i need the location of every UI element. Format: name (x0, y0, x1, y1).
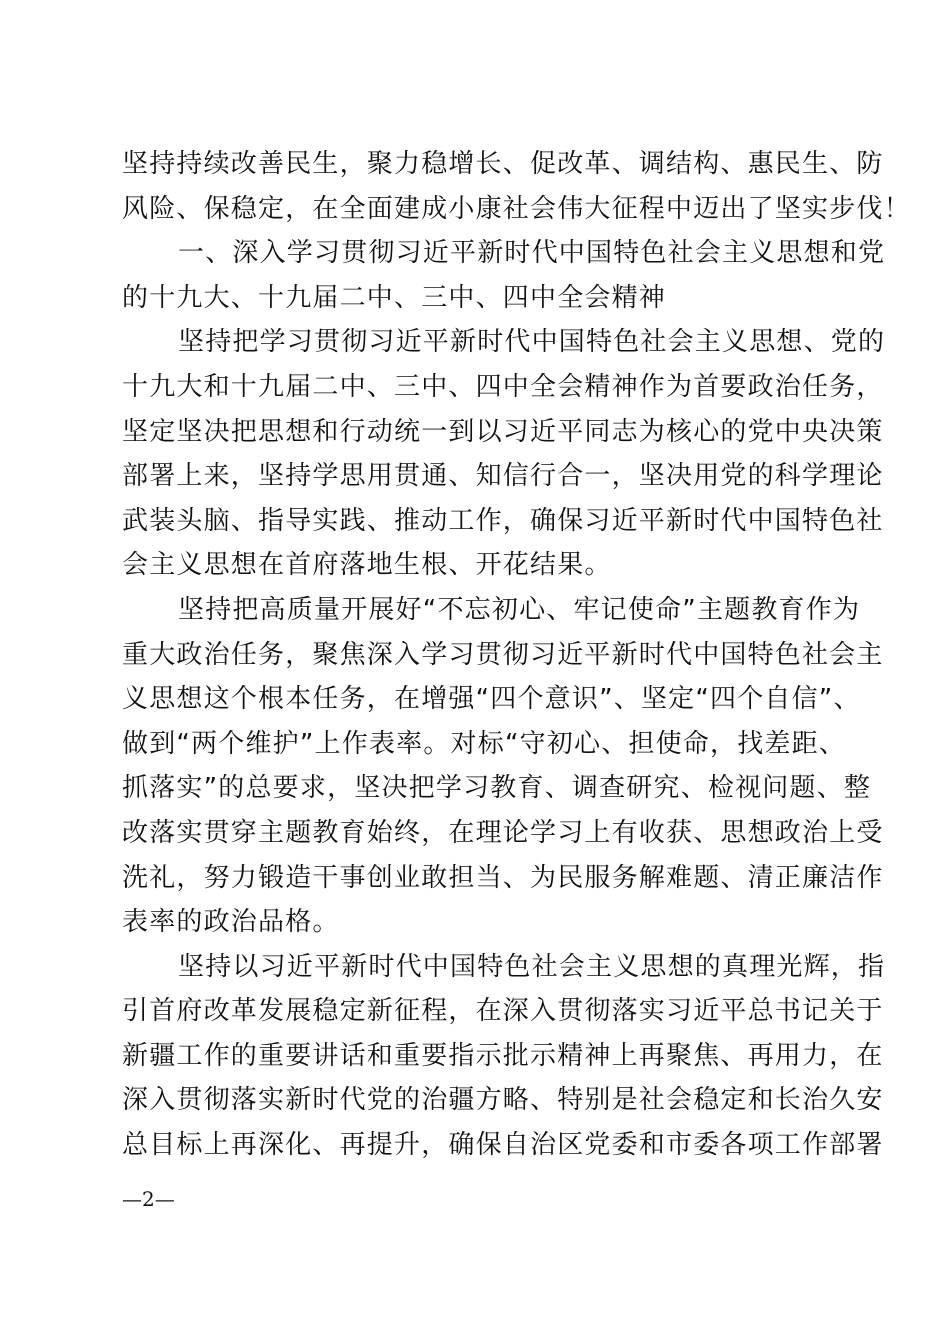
heading-line: 的十九大、十九届二中、三中、四中全会精神 (122, 282, 667, 313)
text-line: 武装头脑、指导实践、推动工作，确保习近平新时代中国特色社 (122, 505, 884, 536)
paragraph-3 (122, 945, 886, 1168)
text-line: 十九大和十九届二中、三中、四中全会精神作为首要政治任务， (122, 371, 884, 402)
text-line: 深入贯彻落实新时代党的治疆方略、特别是社会稳定和长治久安 (122, 1085, 884, 1116)
text-line: 引首府改革发展稳定新征程，在深入贯彻落实习近平总书记关于 (122, 996, 884, 1027)
text-line: 抓落实”的总要求，坚决把学习教育、调查研究、检视问题、整 (122, 773, 872, 804)
text-line: 会主义思想在首府落地生根、开花结果。 (122, 550, 612, 581)
text-line: 坚持把高质量开展好“不忘初心、牢记使命”主题教育作为 (178, 594, 861, 625)
text-line: 部署上来，坚持学思用贯通、知信行合一，坚决用党的科学理论 (122, 461, 884, 492)
text-line: 坚定坚决把思想和行动统一到以习近平同志为核心的党中央决策 (122, 416, 884, 447)
paragraph-intro-continuation (122, 142, 911, 231)
document-body (122, 142, 911, 1168)
text-line: 坚持持续改善民生，聚力稳增长、促改革、调结构、惠民生、防 (122, 149, 884, 179)
section-heading (122, 231, 886, 320)
text-line: 重大政治任务，聚焦深入学习贯彻习近平新时代中国特色社会主 (122, 639, 884, 670)
text-line: 洗礼，努力锻造干事创业敢担当、为民服务解难题、清正廉洁作 (122, 862, 884, 893)
text-line: 风险、保稳定，在全面建成小康社会伟大征程中迈出了坚实步伐！ (122, 193, 911, 224)
page-number: —2— (122, 1187, 175, 1211)
text-line: 做到“两个维护”上作表率。对标“守初心、担使命，找差距、 (122, 728, 847, 759)
text-line: 改落实贯穿主题教育始终，在理论学习上有收获、思想政治上受 (122, 817, 884, 848)
paragraph-2 (122, 588, 884, 945)
heading-line: 一、深入学习贯彻习近平新时代中国特色社会主义思想和党 (178, 238, 886, 269)
text-line: 坚持把学习贯彻习近平新时代中国特色社会主义思想、党的 (178, 327, 886, 358)
text-line: 总目标上再深化、再提升，确保自治区党委和市委各项工作部署 (122, 1130, 884, 1161)
text-line: 新疆工作的重要讲话和重要指示批示精神上再聚焦、再用力，在 (122, 1040, 884, 1071)
paragraph-1 (122, 320, 886, 588)
text-line: 义思想这个根本任务，在增强“四个意识”、坚定“四个自信”、 (122, 684, 861, 715)
text-line: 坚持以习近平新时代中国特色社会主义思想的真理光辉，指 (178, 951, 886, 982)
text-line: 表率的政治品格。 (122, 907, 340, 938)
